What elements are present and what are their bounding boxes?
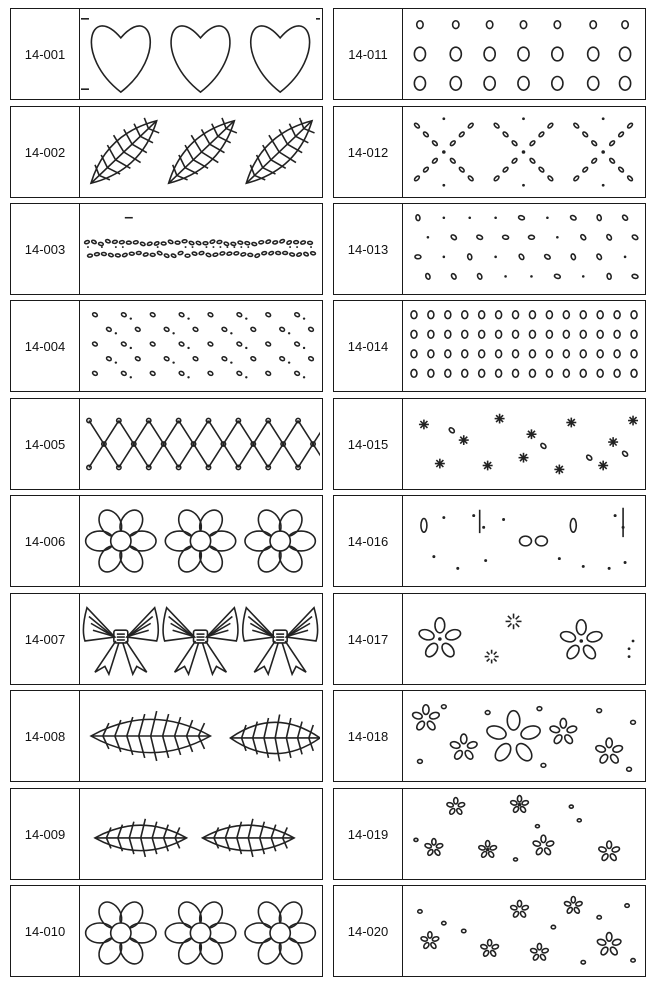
pattern-card-14-005 — [10, 398, 323, 490]
bow-row-icon — [81, 596, 320, 682]
eyelet-flower-cluster-icon — [404, 693, 643, 779]
pattern-card-14-006 — [10, 495, 323, 587]
pattern-code-label: 14-016 — [334, 496, 403, 586]
pattern-card-14-013 — [333, 203, 646, 295]
dense-oval-grid-icon — [404, 303, 643, 389]
pattern-card-14-016 — [333, 495, 646, 587]
pattern-code-label: 14-019 — [334, 789, 403, 879]
pattern-code-label: 14-017 — [334, 594, 403, 684]
hearts-chain-icon — [81, 11, 320, 97]
pattern-card-14-003 — [10, 203, 323, 295]
pattern-card-14-010 — [10, 885, 323, 977]
pattern-card-14-018 — [333, 690, 646, 782]
pattern-card-14-014 — [333, 300, 646, 392]
pattern-card-14-017 — [333, 593, 646, 685]
pattern-code-label: 14-008 — [11, 691, 80, 781]
pattern-card-14-009 — [10, 788, 323, 880]
veined-leaves-icon — [81, 109, 320, 195]
pattern-code-label: 14-010 — [11, 886, 80, 976]
pattern-card-14-012 — [333, 106, 646, 198]
pattern-card-14-007 — [10, 593, 323, 685]
oval-dot-grid-icon — [404, 11, 643, 97]
pattern-code-label: 14-004 — [11, 301, 80, 391]
pattern-code-label: 14-015 — [334, 399, 403, 489]
pattern-card-14-011 — [333, 8, 646, 100]
large-leaf-pair-icon — [81, 693, 320, 779]
pattern-code-label: 14-020 — [334, 886, 403, 976]
lattice-net-icon — [81, 401, 320, 487]
pattern-card-14-002 — [10, 106, 323, 198]
pattern-code-label: 14-013 — [334, 204, 403, 294]
pattern-code-label: 14-001 — [11, 9, 80, 99]
scattered-flowers-icon — [404, 888, 643, 974]
daisy-row-icon — [81, 498, 320, 584]
pattern-card-14-001 — [10, 8, 323, 100]
eyelet-band-icon — [81, 206, 320, 292]
small-eyelet-flowers-icon — [404, 791, 643, 877]
pattern-card-14-015 — [333, 398, 646, 490]
pattern-card-14-020 — [333, 885, 646, 977]
scattered-eyelet-rows-icon — [404, 206, 643, 292]
daisy-row-small-icon — [81, 888, 320, 974]
eyelet-diamond-grid-icon — [81, 303, 320, 389]
pattern-code-label: 14-006 — [11, 496, 80, 586]
pattern-code-label: 14-018 — [334, 691, 403, 781]
pattern-code-label: 14-005 — [11, 399, 80, 489]
pattern-card-14-008 — [10, 690, 323, 782]
pattern-card-14-004 — [10, 300, 323, 392]
pattern-code-label: 14-011 — [334, 9, 403, 99]
pattern-code-label: 14-009 — [11, 789, 80, 879]
small-leaf-pair-icon — [81, 791, 320, 877]
pattern-code-label: 14-012 — [334, 107, 403, 197]
pattern-code-label: 14-014 — [334, 301, 403, 391]
pattern-code-label: 14-002 — [11, 107, 80, 197]
star-sprinkle-icon — [404, 401, 643, 487]
pattern-code-label: 14-007 — [11, 594, 80, 684]
eyelet-flowers-icon — [404, 596, 643, 682]
eyelet-x-motif-icon — [404, 109, 643, 195]
sparse-eyelet-icon — [404, 498, 643, 584]
pattern-card-14-019 — [333, 788, 646, 880]
pattern-code-label: 14-003 — [11, 204, 80, 294]
